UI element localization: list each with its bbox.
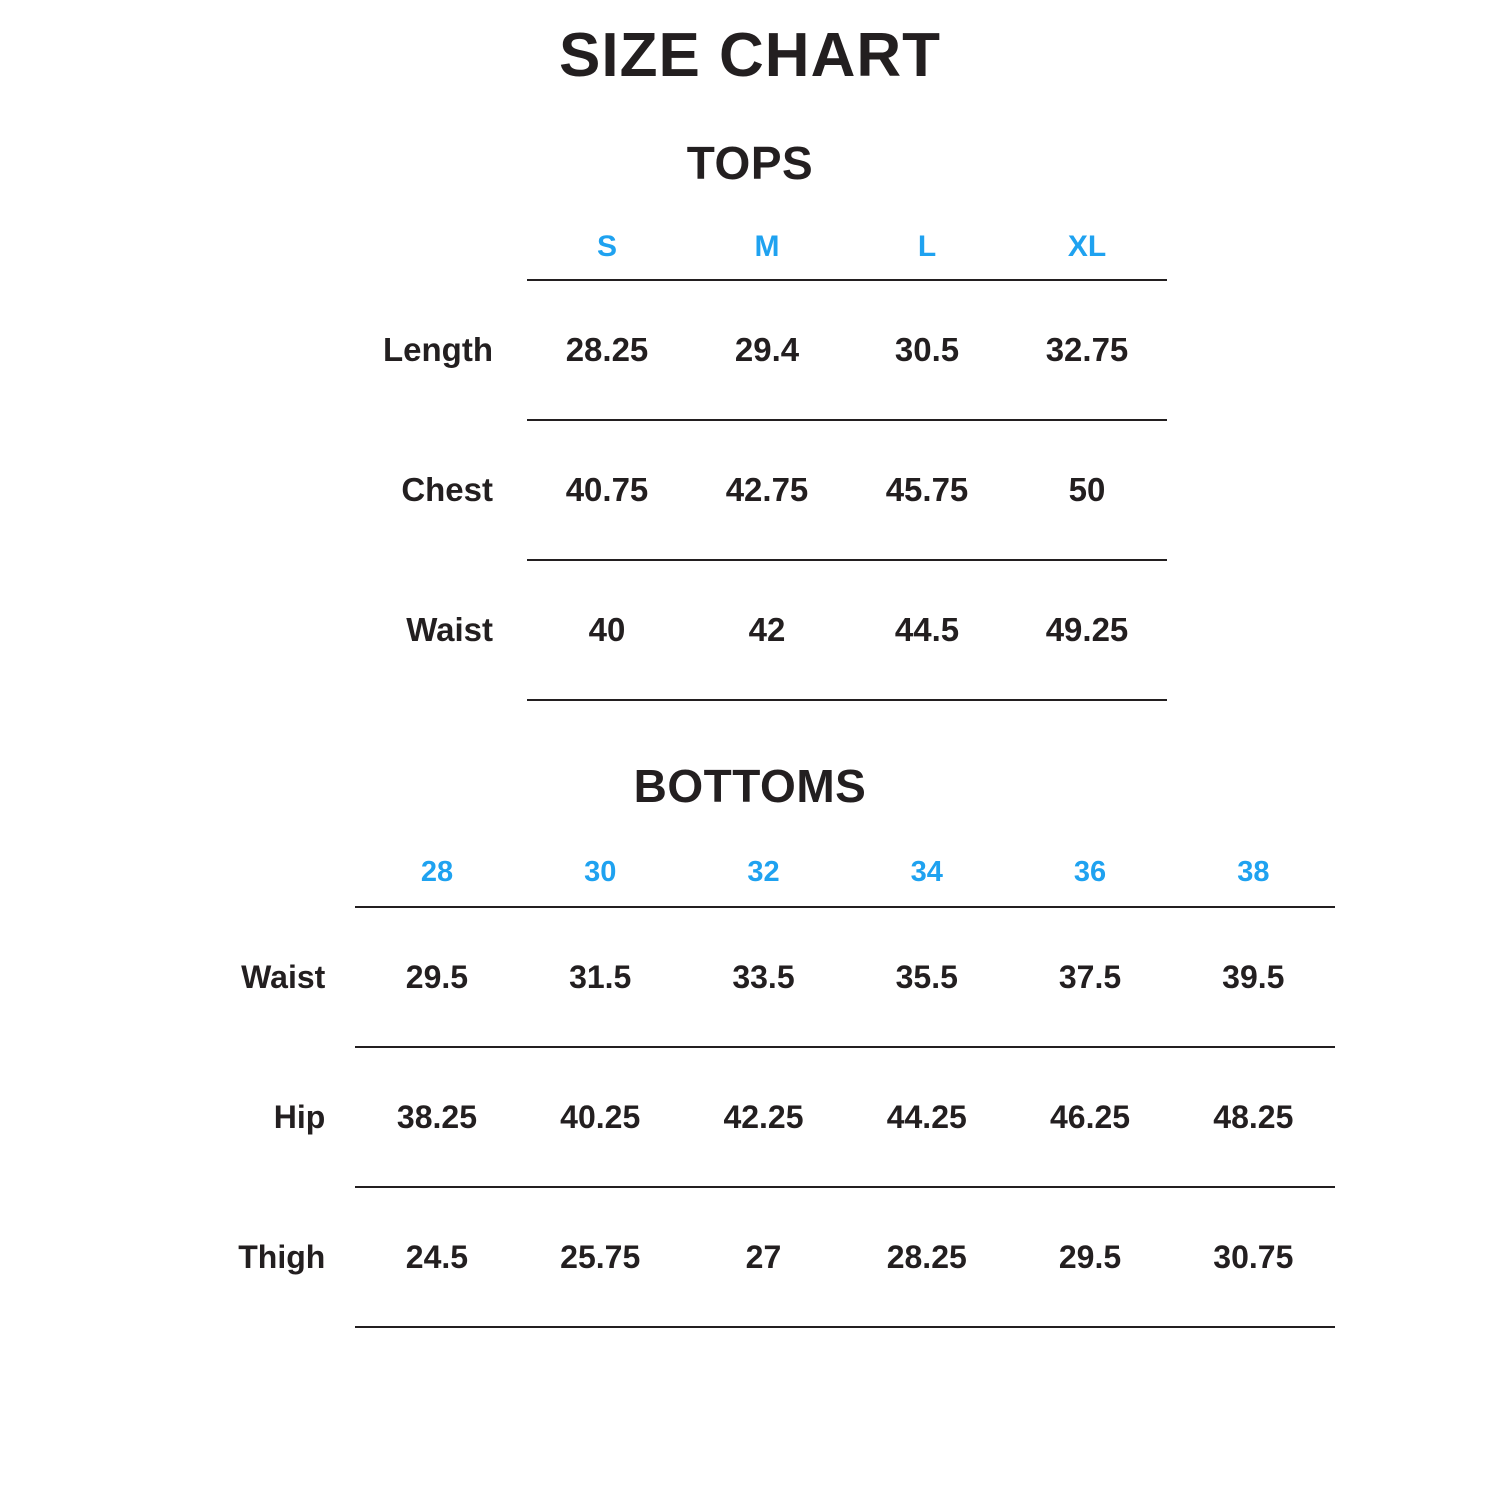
section-title-bottoms: BOTTOMS	[633, 760, 867, 813]
bottoms-size-header-30: 30	[584, 856, 617, 889]
tops-length-m: 29.4	[687, 280, 847, 420]
bottoms-hip-38: 48.25	[1172, 1047, 1335, 1187]
tops-row-label-waist: Waist	[406, 611, 493, 649]
bottoms-row-label-thigh: Thigh	[238, 1238, 326, 1275]
tops-waist-l: 44.5	[847, 560, 1007, 700]
table-row	[165, 907, 1335, 1047]
tops-size-table	[333, 214, 1167, 701]
bottoms-waist-36: 37.5	[1008, 907, 1171, 1047]
table-row	[165, 1047, 1335, 1187]
bottoms-thigh-32: 27	[682, 1187, 845, 1327]
tops-chest-l: 45.75	[847, 420, 1007, 560]
bottoms-thigh-36: 29.5	[1008, 1187, 1171, 1327]
table-row	[165, 1187, 1335, 1327]
bottoms-table-head	[165, 839, 1335, 907]
bottoms-size-header-34: 34	[910, 856, 943, 889]
table-row	[333, 420, 1167, 560]
tops-length-xl: 32.75	[1007, 280, 1167, 420]
bottoms-hip-34: 44.25	[845, 1047, 1008, 1187]
tops-header-row	[333, 214, 1167, 280]
bottoms-table-body	[165, 907, 1335, 1327]
bottoms-hip-28: 38.25	[355, 1047, 518, 1187]
tops-chest-s: 40.75	[527, 420, 687, 560]
bottoms-size-header-32: 32	[747, 856, 780, 889]
tops-chest-xl: 50	[1007, 420, 1167, 560]
bottoms-size-header-38: 38	[1237, 856, 1270, 889]
tops-length-s: 28.25	[527, 280, 687, 420]
bottoms-waist-32: 33.5	[682, 907, 845, 1047]
bottoms-waist-28: 29.5	[355, 907, 518, 1047]
table-row	[333, 280, 1167, 420]
bottoms-hip-32: 42.25	[682, 1047, 845, 1187]
tops-size-header-l: L	[917, 229, 937, 263]
tops-waist-xl: 49.25	[1007, 560, 1167, 700]
tops-waist-m: 42	[687, 560, 847, 700]
tops-waist-s: 40	[527, 560, 687, 700]
bottoms-size-header-36: 36	[1073, 856, 1107, 889]
tops-size-header-xl: XL	[1067, 229, 1107, 263]
bottoms-thigh-30: 25.75	[519, 1187, 682, 1327]
section-title-tops: TOPS	[686, 137, 814, 190]
bottoms-row-label-waist: Waist	[241, 958, 326, 995]
bottoms-size-table	[165, 839, 1335, 1328]
bottoms-table-wrapper	[0, 839, 1500, 1328]
tops-table-wrapper	[0, 214, 1500, 701]
bottoms-waist-30: 31.5	[519, 907, 682, 1047]
bottoms-hip-30: 40.25	[519, 1047, 682, 1187]
bottoms-waist-34: 35.5	[845, 907, 1008, 1047]
tops-corner-cell	[333, 214, 527, 280]
bottoms-thigh-28: 24.5	[355, 1187, 518, 1327]
tops-chest-m: 42.75	[687, 420, 847, 560]
bottoms-corner-cell	[165, 839, 355, 907]
tops-length-l: 30.5	[847, 280, 1007, 420]
tops-table-body	[333, 280, 1167, 700]
bottoms-header-row	[165, 839, 1335, 907]
bottoms-thigh-34: 28.25	[845, 1187, 1008, 1327]
bottoms-size-header-28: 28	[420, 856, 454, 889]
tops-table-head	[333, 214, 1167, 280]
tops-row-label-length: Length	[383, 331, 493, 369]
table-row	[333, 560, 1167, 700]
bottoms-thigh-38: 30.75	[1172, 1187, 1335, 1327]
bottoms-hip-36: 46.25	[1008, 1047, 1171, 1187]
page-title: SIZE CHART	[559, 21, 941, 90]
bottoms-row-label-hip: Hip	[273, 1098, 326, 1135]
tops-size-header-s: S	[596, 229, 617, 263]
tops-row-label-chest: Chest	[401, 471, 493, 509]
bottoms-waist-38: 39.5	[1172, 907, 1335, 1047]
tops-size-header-m: M	[754, 229, 780, 263]
section-spacer	[0, 701, 1500, 759]
